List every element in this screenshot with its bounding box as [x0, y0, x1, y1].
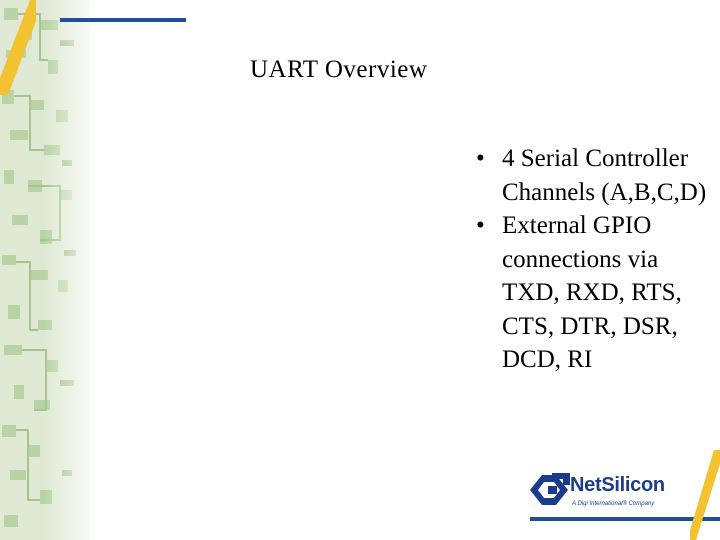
top-accent-rule — [60, 18, 186, 22]
bottom-accent-rule — [530, 517, 720, 521]
logo-tagline: A Digi International® Company — [572, 501, 655, 507]
bullet-item — [476, 209, 716, 377]
slide-title: UART Overview — [250, 56, 428, 83]
strip-fade — [0, 0, 110, 540]
bullet-marker: • — [476, 212, 485, 239]
bullet-text: 4 Serial Controller Channels (A,B,C,D) — [502, 145, 707, 206]
gold-accent-stripe-bottom — [690, 450, 720, 540]
bullet-marker: • — [476, 145, 485, 172]
logo-name: NetSilicon — [570, 474, 665, 496]
netsilicon-logo — [530, 470, 690, 514]
bullet-text: External GPIO connections via TXD, RXD, RTS, CTS, DTR, DSR, DCD, RI — [502, 212, 682, 373]
bullet-item — [476, 142, 716, 209]
bullet-list — [476, 142, 716, 377]
netsilicon-logo-icon — [530, 473, 570, 507]
